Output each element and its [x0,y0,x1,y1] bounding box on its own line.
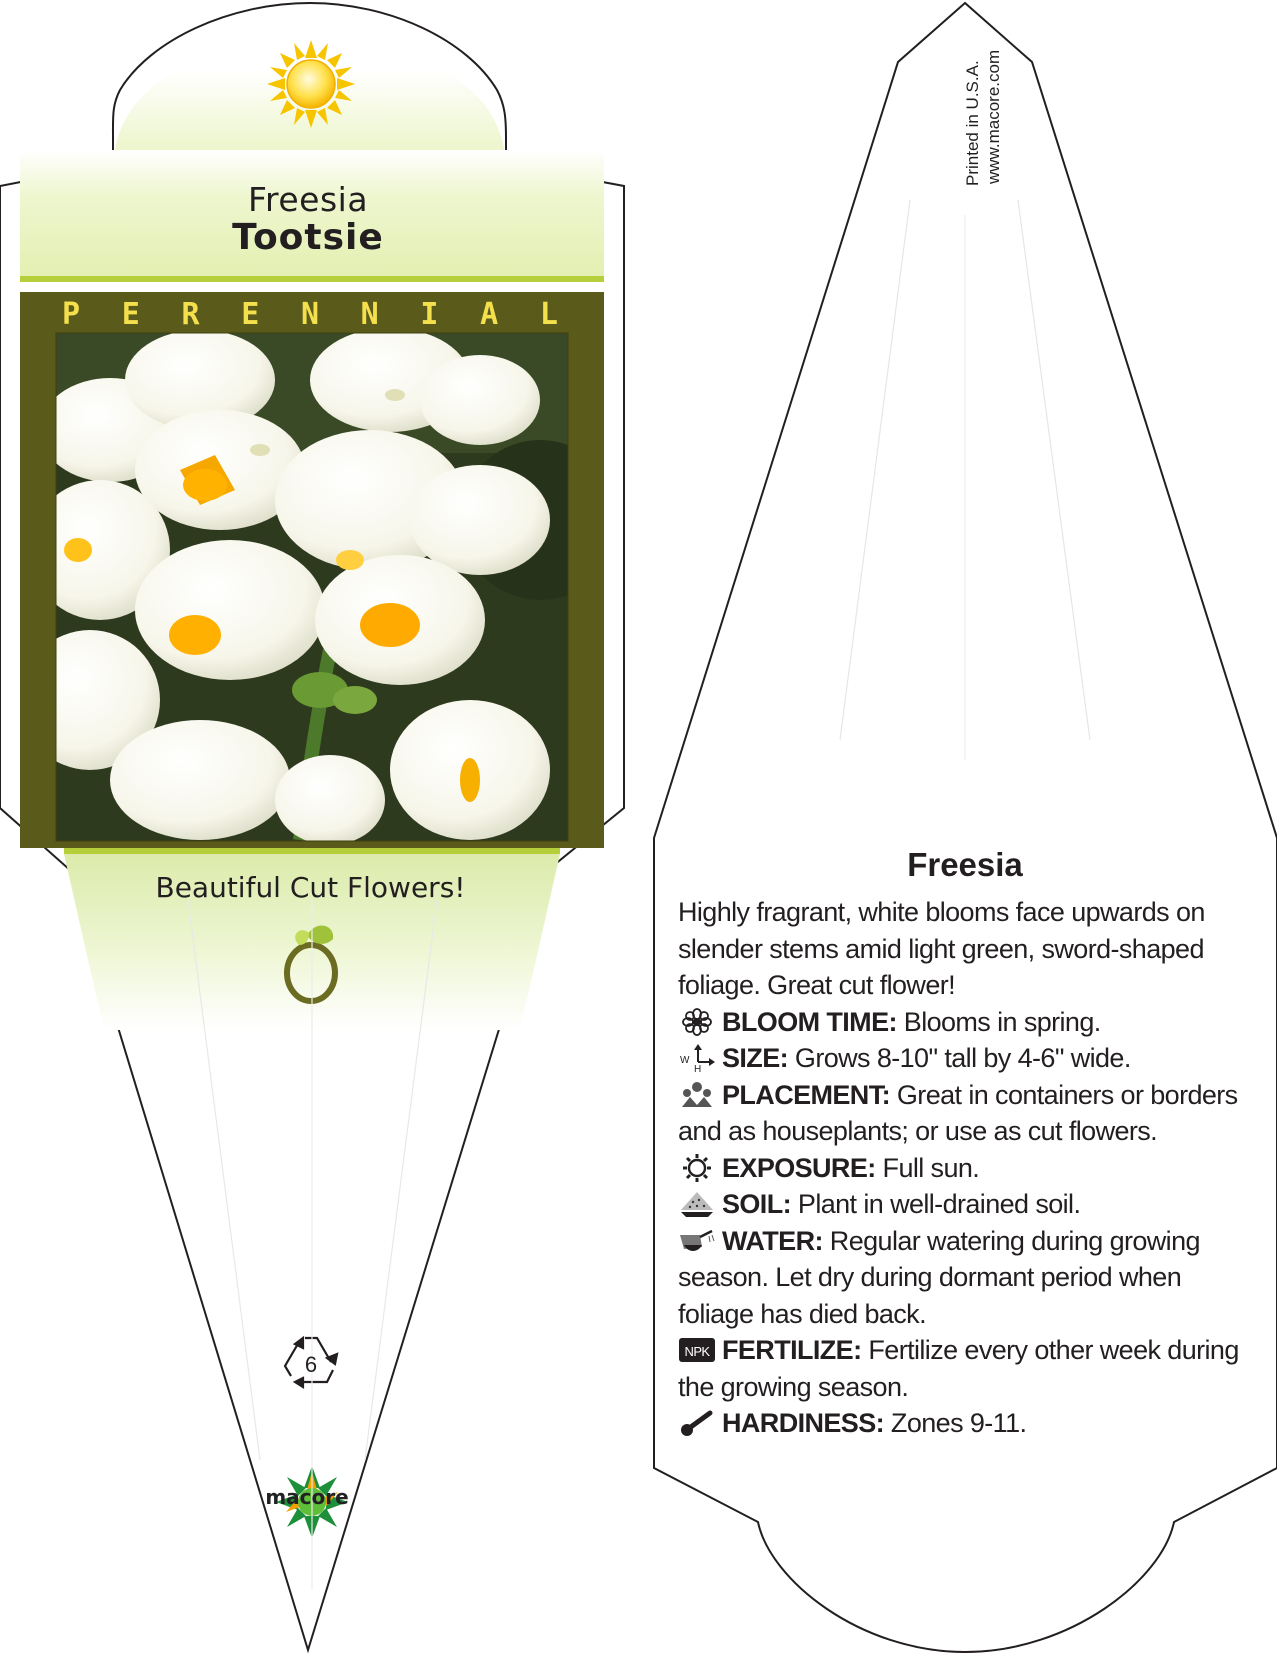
care-label: SIZE: [722,1043,789,1073]
front-genus-name: Freesia [247,180,369,219]
care-text: Plant in well-drained soil. [797,1189,1081,1219]
care-row-fertilize [678,1332,1258,1405]
care-row-placement [678,1077,1258,1150]
care-row-hardiness [678,1405,1258,1442]
category-letter: R [181,297,200,332]
care-label: SOIL: [722,1189,791,1219]
care-label: PLACEMENT: [722,1079,890,1110]
care-row-soil [678,1186,1258,1223]
category-letter: N [300,297,319,332]
npk-icon [678,1336,716,1364]
care-label: HARDINESS: [722,1408,885,1438]
care-instructions [678,894,1258,1442]
category-letter: E [121,297,140,332]
category-letter: L [539,297,558,332]
care-text: Full sun. [882,1152,980,1183]
size-arrows-icon [678,1044,716,1072]
care-text: Zones 9-11. [890,1408,1027,1438]
care-text: Grows 8-10" tall by 4-6" wide. [794,1043,1131,1073]
category-letter: N [360,297,379,332]
website-url: www.macore.com [984,50,1003,185]
category-letter: E [241,297,260,332]
care-row-bloom-time [678,1004,1258,1041]
care-label: FERTILIZE: [722,1335,862,1365]
sun-icon [678,1154,716,1182]
flower-photo [20,328,620,845]
size-icon-w: W [680,1055,689,1066]
care-label: BLOOM TIME: [722,1006,897,1037]
lime-divider [20,276,604,282]
npk-text: NPK [684,1344,710,1359]
sun-icon [267,40,355,128]
care-label: EXPOSURE: [722,1152,876,1183]
category-label [20,297,600,332]
category-letter: I [420,297,439,332]
category-letter: A [480,297,499,332]
care-text: Great in containers or borders and as houseplants; or use as cut flowers. [678,1079,1238,1146]
care-row-water [678,1223,1258,1333]
back-title: Freesia [907,846,1023,883]
printed-in-usa: Printed in U.S.A. [963,60,982,186]
care-row-size [678,1040,1258,1077]
soil-icon [678,1190,716,1218]
brand-name: macore [265,1485,349,1509]
front-tagline: Beautiful Cut Flowers! [155,871,466,904]
watering-can-icon [678,1227,716,1255]
care-text: Fertilize every other week during the growing season. [678,1335,1239,1402]
category-letter: P [62,297,81,332]
care-label: WATER: [722,1225,823,1256]
front-cultivar-name: Tootsie [232,217,384,258]
recycle-number: 6 [304,1352,318,1377]
plant-description: Highly fragrant, white blooms face upwards on slender stems amid light green, sword-shaped foliage. Great cut flower! [678,897,1205,1000]
flower-icon [678,1008,716,1036]
thermometer-icon [678,1409,716,1437]
size-icon-h: H [694,1064,701,1072]
care-text: Regular watering during growing season. Let dry during dormant period when foliage has died back. [678,1225,1200,1329]
care-row-exposure [678,1150,1258,1187]
care-text: Blooms in spring. [903,1006,1101,1037]
placement-icon [678,1081,716,1109]
